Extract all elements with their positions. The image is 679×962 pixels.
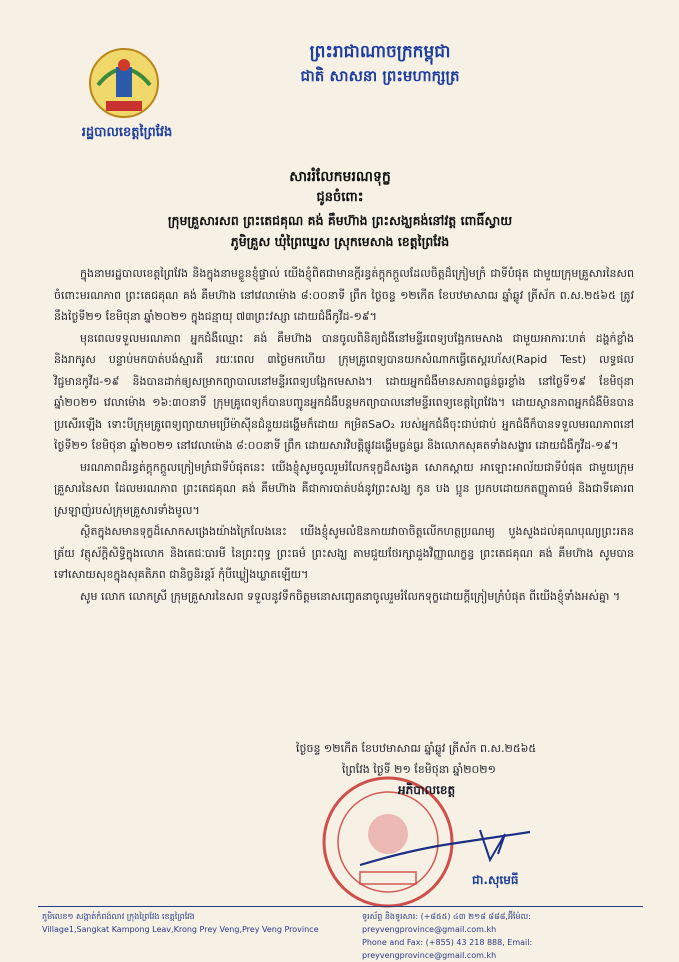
paragraph-2: មុនពេលទទួលមរណភាព អ្នកជំងឺឈ្មោះ គង់ គឹមហ៊ាង បានចូលពិនិត្យជំងឺនៅមន្ទីរពេទ្យបង្អែកមេសាង ជាមួយអាការៈហត់ ដង្ហក់ខ្លាំង និងរាករូស បន្ទាប់មកបាត់បង់ស្មារតី រយៈពេល ៣ថ្ងៃមកហើយ ក្រុមគ្រូពេទ្យបានយកសំណាកធ្វើតេស្តរហ័ស(Rapid Test) លទ្ធផលវិជ្ជមានកូវីដ-១៩ និងបានដាក់ឲ្យសម្រាកព្យាបាលនៅមន្ទីរពេទ្យបង្អែកមេសាង។ ដោយអ្នកជំងឺមានសភាពធ្ងន់ធ្ងរខ្លាំង នៅថ្ងៃទី១៩ ខែមិថុនា ឆ្នាំ២០២១ វេលាម៉ោង ១៦:៣០នាទី ក្រុមគ្រូពេទ្យក៏បានបញ្ជូនអ្នកជំងឺបន្តមកព្យាបាលនៅមន្ទីរពេទ្យខេត្តព្រៃវែង។ ដោយស្ថានភាពអ្នកជំងឺមិនបានប្រសើរឡើង ទោះបីក្រុមគ្រូពេទ្យព្យាយាមប្រើម៉ាស៊ីនជំនួយដង្ហើមក៏ដោយ កម្រិតSaO₂ របស់អ្នកជំងឺចុះជាប់ជាប់ អ្នកជំងឺក៏បានទទួលមរណភាពនៅថ្ងៃទី២១ ខែមិថុនា ឆ្នាំ២០២១ នៅវេលាម៉ោង ៨:០០នាទី ព្រឹក ដោយសារវិបត្តិផ្លូវដង្ហើមធ្ងន់ធ្ងរ និងលោកសុគតទាំងសង្ខារ ដោយជំងឺកូវីដ-១៩។ <box>54 331 634 452</box>
footer-contact <box>362 910 652 962</box>
handwritten-signature <box>330 810 540 880</box>
kingdom-title: ព្រះរាជាណាចក្រកម្ពុជា <box>309 42 451 62</box>
letterhead-kingdom <box>180 40 580 88</box>
letter-addressee <box>40 210 640 252</box>
address-km: ភូមិលេខ១ សង្កាត់កំពង់លាវ ក្រុងព្រៃវែង ខេត្តព្រៃវែង <box>42 912 195 921</box>
address-en: Village1,Sangkat Kampong Leav,Krong Prey Veng,Prey Veng Province <box>42 925 319 934</box>
signer-title: អភិបាលខេត្ត <box>398 783 456 797</box>
paragraph-4: ស្ថិតក្នុងសមានទុក្ខដ៏សោកសង្រេងយ៉ាងក្រៃលែងនេះ យើងខ្ញុំសូមលំឱនកាយវាចាចិត្តលើកហត្ថប្រណម្យ បួងសួងដល់គុណបុណ្យព្រះរតនត្រ័យ វត្ថុស័ក្តិសិទ្ធិក្នុងលោក និងតេជៈបារមី នៃព្រះពុទ្ធ ព្រះធម៌ ព្រះសង្ឃ តាមជួយថែរក្សាដួងវិញ្ញាណក្ខន្ធ ព្រះតេជគុណ គង់ គឹមហ៊ាង សូមបានទៅសោយសុខក្នុងសុគតិភព ជានិច្ចនិរន្តរ៍ កុំបីឃ្លៀងឃ្លាតឡើយ។ <box>54 525 634 581</box>
contact-km: ទូរស័ព្ទ និងទូរសារ: (+៨៥៥) ៤៣ ២១៨ ៨៨៨,អ៊ីម៉ែល: preyvengprovince@gmail.com.kh <box>362 912 531 934</box>
national-motto: ជាតិ សាសនា ព្រះមហាក្សត្រ <box>300 67 460 85</box>
addressee-line-2: ភូមិគ្រួស ឃុំព្រៃឃ្នេស ស្រុកមេសាង ខេត្តព្រៃវែង <box>230 234 450 249</box>
addressee-line-1: ក្រុមគ្រួសារសព ព្រះតេជគុណ គង់ គឹមហ៊ាង ព្រះសង្ឃគង់នៅវត្ត ពោធិ៍ស្វាយ <box>167 213 513 228</box>
coat-of-arms-emblem <box>86 45 162 121</box>
signer-name: ជា.សុមេធី <box>472 873 519 887</box>
letter-body <box>54 263 634 607</box>
contact-en: Phone and Fax: (+855) 43 218 888, Email: preyvengprovince@gmail.com.kh <box>362 938 533 960</box>
paragraph-3: មរណភាពដ៏រន្ធត់ក្តុកក្តួលក្រៀមក្រំជាទីបំផុតនេះ យើងខ្ញុំសូមចូលរួមរំលែកទុក្ខដ៏សង្វេគ សោកស្តាយ អាឡោះអាល័យជាទីបំផុត ជាមួយក្រុមគ្រួសារនៃសព ដែលមរណភាព ព្រះតេជគុណ គង់ គឹមហ៊ាង គឺជាការបាត់បង់នូវព្រះសង្ឃ កូន បង ប្អូន ប្រកបដោយកតញ្ញូតាធម៌ និងជាទីគោរពស្រឡាញ់របស់ក្រុមគ្រួសារទាំងមូល។ <box>54 460 634 517</box>
letter-title: សាររំលែកមរណទុក្ខ <box>289 169 391 185</box>
date-lunar: ថ្ងៃចន្ទ ១២កើត ខែបឋមាសាឍ ឆ្នាំឆ្លូវ ត្រីស័ក ព.ស.២៥៦៥ <box>296 742 537 755</box>
footer-address <box>42 910 342 936</box>
paragraph-5: សូម លោក លោកស្រី ក្រុមគ្រួសារនៃសព ទទួលនូវទឹកចិត្តមនោសញ្ចេតនាចូលរួមរំលែកទុក្ខដោយក្តីក្រៀមក្រំបំផុត ពីយើងខ្ញុំទាំងអស់គ្នា ។ <box>80 589 621 603</box>
date-solar: ព្រៃវែង ថ្ងៃទី ២១ ខែមិថុនា ឆ្នាំ២០២១ <box>342 763 496 776</box>
footer-divider <box>38 906 643 907</box>
letter-addressee-label: ជូនចំពោះ <box>316 190 364 205</box>
paragraph-1: ក្នុងនាមរដ្ឋបាលខេត្តព្រៃវែង និងក្នុងនាមខ្លួនខ្ញុំផ្ទាល់ យើងខ្ញុំពិតជាមានក្តីរន្ធត់ក្តុកក្តួលដែលចិត្តដ៏ក្រៀមក្រំ ជាទីបំផុត ជាមួយក្រុមគ្រួសារនៃសព ចំពោះមរណភាព ព្រះតេជគុណ គង់ គឹមហ៊ាង នៅវេលាម៉ោង ៨:០០នាទី ព្រឹក ថ្ងៃចន្ទ ១២កើត ខែបឋមាសាឍ ឆ្នាំឆ្លូវ ត្រីស័ក ព.ស.២៥៦៥ ត្រូវនឹងថ្ងៃទី២១ ខែមិថុនា ឆ្នាំ២០២១ ក្នុងជន្មាយុ ៧៣ព្រះវស្សា ដោយជំងឺកូវីដ-១៩។ <box>54 267 634 323</box>
issuing-authority: រដ្ឋបាលខេត្តព្រៃវែង <box>81 125 173 140</box>
